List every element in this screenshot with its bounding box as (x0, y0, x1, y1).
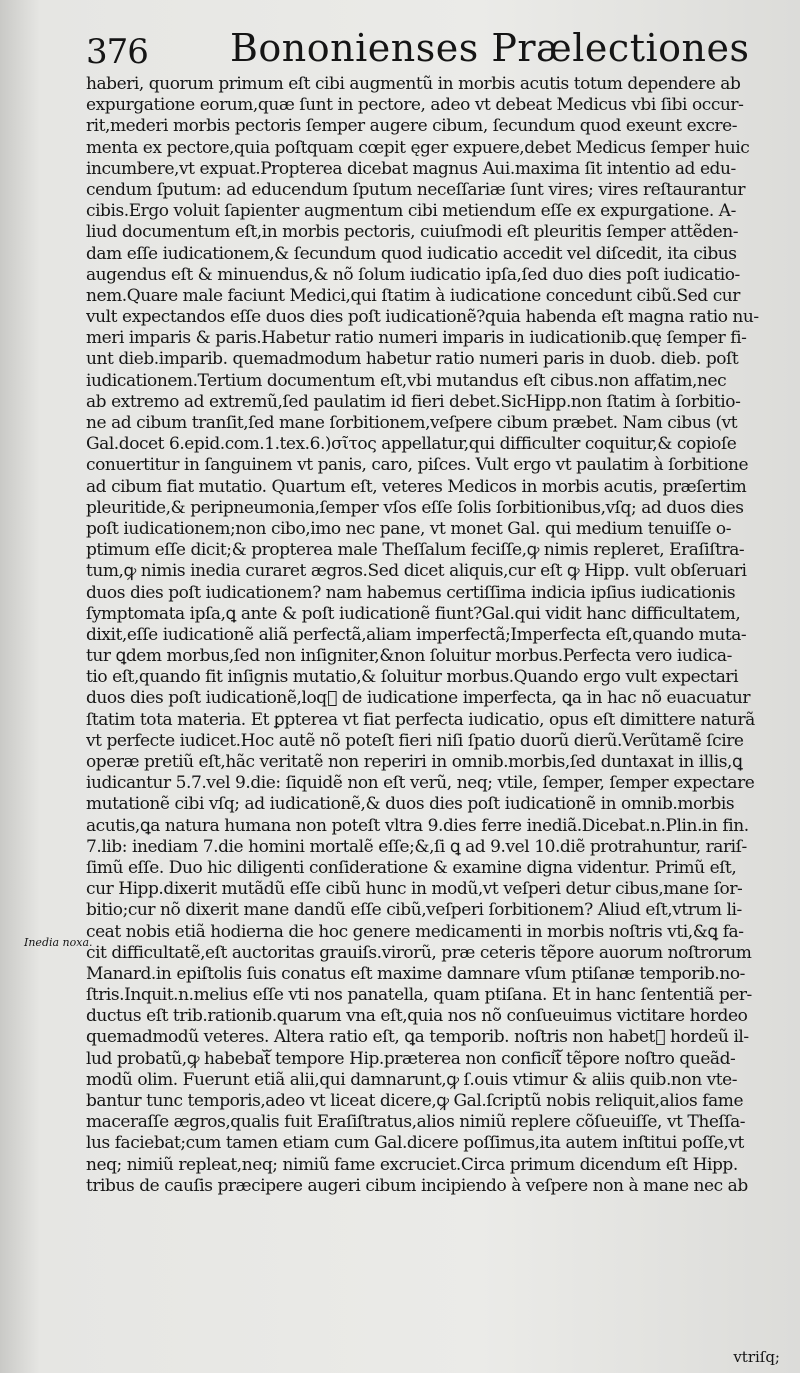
text-line: ſtatim tota materia. Et ꝑpterea vt fiat perfecta iudicatio, opus eſt dimittere naturã (86, 709, 755, 730)
text-line: cit difficultatẽ,eſt auctoritas grauiſs.virorũ, præ ceteris tẽpore auorum noſtrorum (86, 942, 752, 963)
catchword: vtriſq; (733, 1348, 780, 1366)
text-line: unt dieb.imparib. quemadmodum habetur ratio numeri paris in duob. dieb. poſt (86, 349, 739, 370)
text-line: dam eſſe iudicationem,& ſecundum quod iudicatio accedit vel diſcedit, ita cibus (86, 243, 737, 264)
text-line: ne ad cibum tranſit,ſed mane ſorbitionem,veſpere cibum præbet. Nam cibus (vt (86, 413, 738, 433)
text-line: ſtris.Inquit.n.melius eſſe vti nos panatella, quam ptiſana. Et in hanc ſententiã per- (86, 985, 752, 1006)
body-text (86, 74, 766, 1197)
text-line: lus faciebat;cum tamen etiam cum Gal.dicere poſſimus,ita autem inſtitui poſſe,vt (86, 1133, 744, 1154)
text-line: ceat nobis etiã hodierna die hoc genere medicamenti in morbis noſtris vti,&ꝗ fa- (86, 921, 744, 942)
text-line: lud probatũ,ꝙ habebatᷓ tempore Hip.præterea non conficitᷓ tẽpore noſtro queãd- (86, 1048, 736, 1069)
text-line: meri imparis & paris.Habetur ratio numeri imparis in iudicationib.quę ſemper fi- (86, 328, 747, 349)
text-line: tum,ꝙ nimis inedia curaret ægros.Sed dicet aliquis,cur eſt ꝙ Hipp. vult obſeruari (86, 561, 747, 582)
text-line: tio eſt,quando fit inſignis mutatio,& ſoluitur morbus.Quando ergo vult expectari (86, 667, 739, 688)
text-line: Manard.in epiſtolis ſuis conatus eſt maxime damnare vſum ptiſanæ temporib.no- (86, 963, 745, 984)
text-line: mutationẽ cibi vſq; ad iudicationẽ,& duos dies poſt iudicationẽ in omnib.morbis (86, 794, 735, 815)
text-line: pleuritide,& peripneumonia,ſemper vſos eſſe ſolis ſorbitionibus,vſq; ad duos dies (86, 497, 744, 518)
text-line: neq; nimiũ repleat,neq; nimiũ fame excruciet.Circa primum dicendum eſt Hipp. (86, 1154, 738, 1175)
text-line: dixit,eſſe iudicationẽ aliã perfectã,aliam imperfectã;Imperfecta eſt,quando muta- (86, 624, 747, 645)
text-line: Gal.docet 6.epid.com.1.tex.6.)σῖτος appellatur,qui difficulter coquitur,& copioſe (86, 434, 737, 455)
text-line: vt perfecte iudicet.Hoc autẽ nõ poteſt fieri niſi ſpatio duorũ dierũ.Verũtamẽ ſcire (86, 730, 744, 751)
text-line: 7.lib: inediam 7.die homini mortalẽ eſſe;&,ſi ꝗ ad 9.vel 10.diẽ protrahuntur, rariſ- (86, 836, 747, 857)
text-line: bantur tunc temporis,adeo vt liceat dicere,ꝙ Gal.ſcriptũ nobis reliquit,alios fame (86, 1091, 744, 1111)
text-line: liud documentum eſt,in morbis pectoris, cuiuſmodi eſt pleuritis ſemper attẽden- (86, 222, 739, 243)
text-line: ptimum eſſe dicit;& propterea male Theſſalum feciſſe,ꝙ nimis repleret, Eraſiſtra- (86, 540, 745, 561)
text-line: augendus eſt & minuendus,& nõ ſolum iudicatio ipſa,ſed duo dies poſt iudicatio- (86, 264, 740, 285)
text-line: tribus de cauſis præcipere augeri cibum incipiendo à veſpere non à mane nec ab (86, 1175, 748, 1196)
text-line: conuertitur in ſanguinem vt panis, caro, piſces. Vult ergo vt paulatim à ſorbitione (86, 455, 749, 476)
text-line: ſymptomata ipſa,ꝗ ante & poſt iudicationẽ fiunt?Gal.qui vidit hanc difficultatem, (86, 603, 741, 624)
text-line: ab extremo ad extremũ,ſed paulatim id fieri debet.SicHipp.non ſtatim à ſorbitio- (86, 391, 741, 412)
text-line: modũ olim. Fuerunt etiã alii,qui damnarunt,ꝙ ſ.ouis vtimur & aliis quib.non vte- (86, 1069, 738, 1090)
text-line: vult expectandos eſſe duos dies poſt iudicationẽ?quia habenda eſt magna ratio nu- (86, 307, 759, 328)
text-line: duos dies poſt iudicationẽ,loqᷓ de iudicatione imperfecta, ꝗa in hac nõ euacuatur (86, 688, 751, 709)
page-number: 376 (86, 32, 148, 72)
text-line: expurgatione eorum,quæ ſunt in pectore, adeo vt debeat Medicus vbi ſibi occur- (86, 95, 744, 116)
text-line: operæ pretiũ eſt,hãc veritatẽ non reperiri in omnib.morbis,ſed duntaxat in illis,ꝗ (86, 752, 743, 772)
text-line: bitio;cur nõ dixerit mane dandũ eſſe cibũ,veſperi ſorbitionem? Aliud eſt,vtrum li- (86, 900, 742, 921)
marginal-note: Inedia noxa. (24, 936, 93, 949)
text-line: poſt iudicationem;non cibo,imo nec pane, vt monet Gal. qui medium tenuiſſe o- (86, 518, 731, 539)
text-line: tur ꝗdem morbus,ſed non inſigniter,&non ſoluitur morbus.Perfecta vero iudica- (86, 646, 732, 667)
running-title: Bononienses Prælectiones (230, 26, 750, 70)
text-line: menta ex pectore,quia poſtquam cœpit ęger expuere,debet Medicus ſemper huic (86, 137, 750, 158)
text-line: maceraſſe ægros,qualis fuit Eraſiſtratus,alios nimiũ replere cõſueuiſſe, vt Theſſa- (86, 1112, 746, 1133)
text-line: quemadmodũ veteres. Altera ratio eſt, ꝗa temporib. noſtris non habetᷓ hordeũ il- (86, 1027, 749, 1048)
text-line: cendum ſputum: ad educendum ſputum neceſſariæ ſunt vires; vires reſtaurantur (86, 179, 746, 200)
text-line: acutis,ꝗa natura humana non poteſt vltra 9.dies ferre inediã.Dicebat.n.Plin.in fin. (86, 815, 749, 836)
text-line: iudicantur 5.7.vel 9.die: ſiquidẽ non eſt verũ, neq; vtile, ſemper, ſemper expectare (86, 773, 755, 794)
text-line: ductus eſt trib.rationib.quarum vna eſt,quia nos nõ conſueuimus victitare hordeo (86, 1006, 748, 1027)
text-line: ad cibum fiat mutatio. Quartum eſt, veteres Medicos in morbis acutis, præſertim (86, 476, 747, 497)
text-line: nem.Quare male faciunt Medici,qui ſtatim à iudicatione concedunt cibũ.Sed cur (86, 285, 740, 306)
text-line: rit,mederi morbis pectoris ſemper augere cibum, ſecundum quod exeunt excre- (86, 116, 737, 137)
text-line: incumbere,vt expuat.Propterea dicebat magnus Aui.maxima ſit intentio ad edu- (86, 158, 736, 179)
text-line: haberi, quorum primum eſt cibi augmentũ in morbis acutis totum dependere ab (86, 74, 741, 94)
text-line: duos dies poſt iudicationem? nam habemus certiſſima indicia ipſius iudicationis (86, 582, 736, 603)
text-line: cur Hipp.dixerit mutãdũ eſſe cibũ hunc in modũ,vt veſperi detur cibus,mane ſor- (86, 879, 743, 900)
text-line: cibis.Ergo voluit ſapienter augmentum cibi metiendum eſſe ex expurgatione. A- (86, 201, 736, 222)
text-line: ſimũ eſſe. Duo hic diligenti conſideratione & examine digna videntur. Primũ eſt, (86, 857, 737, 878)
text-line: iudicationem.Tertium documentum eſt,vbi mutandus eſt cibus.non affatim,nec (86, 370, 727, 391)
